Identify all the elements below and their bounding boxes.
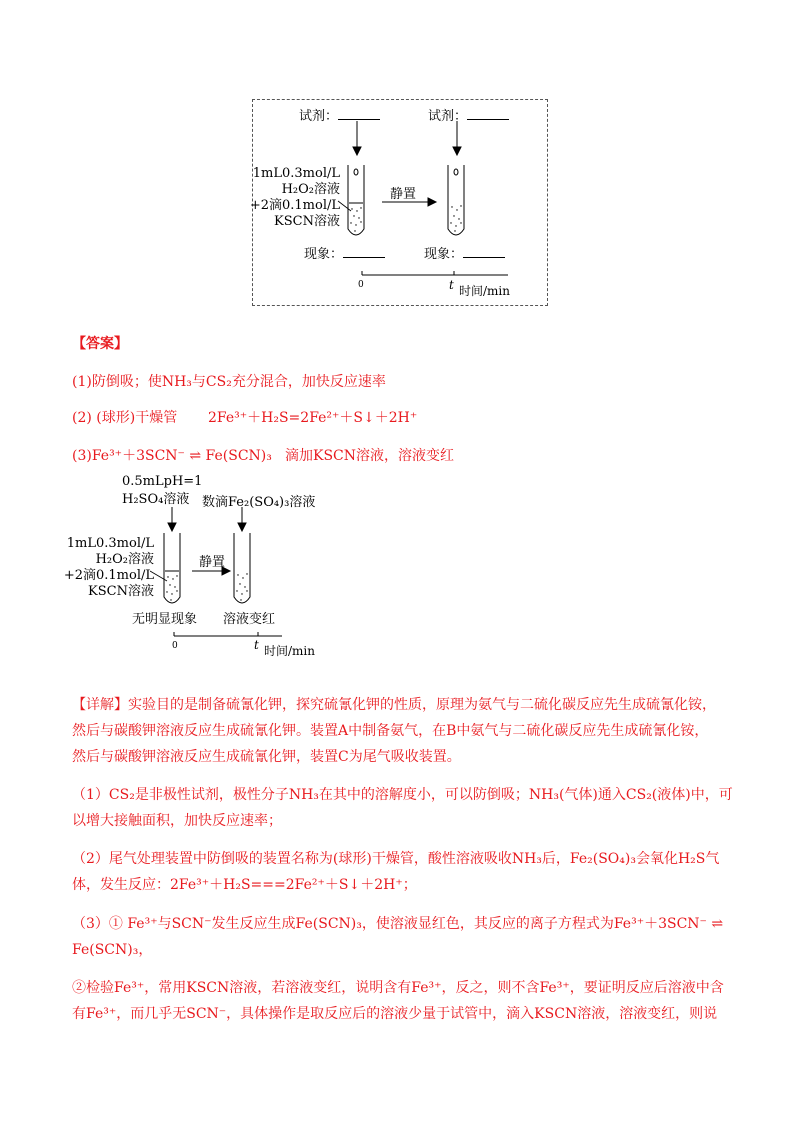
detail-p4-line1: （3）① Fe³⁺与SCN⁻发生反应生成Fe(SCN)₃，使溶液显红色，其反应的离子方程式为Fe³⁺＋3SCN⁻ ⇌ (72, 916, 724, 932)
liquid-dots-4 (236, 573, 247, 600)
liquid-dots-3 (166, 575, 177, 600)
drop-arrow-1 (353, 121, 361, 155)
sample-description-1: 1mL0.3mol/L H₂O₂溶液 +2滴0.1mol/L KSCN溶液 (249, 166, 340, 229)
detail-p1-line3: 然后与碳酸钾溶液反应生成硫氰化钾，装置C为尾气吸收装置。 (72, 749, 461, 765)
detail-p2-line2: 以增大接触面积，加快反应速率； (72, 813, 282, 829)
time-axis-2 (174, 632, 282, 636)
axis-origin-1: 0 (358, 280, 364, 290)
detail-p1-line1: 【详解】实验目的是制备硫氰化钾，探究硫氰化钾的性质，原理为氨气与二硫化碳反应先生成硫氰化铵， (72, 697, 716, 713)
axis-unit-1: 时间/min (459, 284, 510, 298)
phenomenon-label-2: 现象： (424, 243, 505, 262)
detail-p5-line1: ②检验Fe³⁺，常用KSCN溶液，若溶液变红，说明含有Fe³⁺，反之，则不含Fe³⁺，要证明反应后溶液中含 (72, 980, 724, 996)
drop-arrow-4 (238, 507, 246, 531)
sample-description-2: 1mL0.3mol/L H₂O₂溶液 +2滴0.1mol/L KSCN溶液 (63, 536, 154, 599)
phenomenon-2: 溶液变红 (223, 612, 276, 627)
detail-p2-line1: （1）CS₂是非极性试剂，极性分子NH₃在其中的溶解度小，可以防倒吸；NH₃(气体)通入CS₂(液体)中，可 (72, 787, 733, 803)
reagent-2-text: 数滴Fe₂(SO₄)₃溶液 (202, 495, 316, 510)
drop-arrow-2 (453, 121, 461, 155)
detail-p5-line2: 有Fe³⁺，而几乎无SCN⁻，具体操作是取反应后的溶液少量于试管中，滴入KSCN溶液，溶液变红，则说 (72, 1006, 718, 1022)
answer-line-3b: 滴加KSCN溶液，溶液变红 (285, 448, 455, 464)
standing-label-1: 静置 (390, 187, 417, 202)
reagent-label-1: 试剂： (299, 105, 380, 124)
test-tube-2 (448, 165, 464, 235)
axis-t-1: t (449, 278, 454, 292)
drop-arrow-3 (168, 507, 176, 531)
standing-label-2: 静置 (199, 555, 226, 570)
time-axis-1 (362, 271, 508, 275)
detail-p1-line2: 然后与碳酸钾溶液反应生成硫氰化钾。装置A中制备氨气，在B中氨气与二硫化碳反应先生成硫氰化铵， (72, 723, 709, 739)
liquid-dots-2 (450, 205, 461, 231)
phenomenon-label-1: 现象： (304, 243, 385, 262)
reagent-1-text: 0.5mLpH=1 H₂SO₄溶液 (122, 474, 203, 507)
answer-line-2a: (2) (球形)干燥管 (72, 410, 178, 426)
phenomenon-1: 无明显现象 (132, 612, 198, 627)
answer-line-1: (1)防倒吸；使NH₃与CS₂充分混合，加快反应速率 (72, 374, 386, 390)
answer-line-2b: 2Fe³⁺＋H₂S=2Fe²⁺＋S↓＋2H⁺ (208, 410, 418, 426)
liquid-dots-1 (350, 207, 361, 231)
answer-blank (463, 245, 505, 258)
axis-unit-2: 时间/min (264, 644, 315, 658)
reagent-label-2: 试剂： (428, 105, 509, 124)
detail-p3-line1: （2）尾气处理装置中防倒吸的装置名称为(球形)干燥管，酸性溶液吸收NH₃后，Fe₂(SO₄)₃会氧化H₂S气 (72, 851, 720, 867)
detail-p4-line2: Fe(SCN)₃， (72, 942, 153, 958)
answer-blank (343, 245, 385, 258)
test-tube-4 (234, 533, 250, 603)
detail-p3-line2: 体，发生反应：2Fe³⁺＋H₂S===2Fe²⁺＋S↓＋2H⁺； (72, 877, 417, 893)
answer-heading: 【答案】 (72, 336, 128, 352)
axis-origin-2: 0 (172, 641, 178, 651)
test-tube-3 (164, 533, 180, 603)
apparatus-diagram-2 (150, 505, 290, 655)
axis-t-2: t (254, 638, 259, 652)
answer-line-3a: (3)Fe³⁺＋3SCN⁻ ⇌ Fe(SCN)₃ (72, 448, 272, 464)
